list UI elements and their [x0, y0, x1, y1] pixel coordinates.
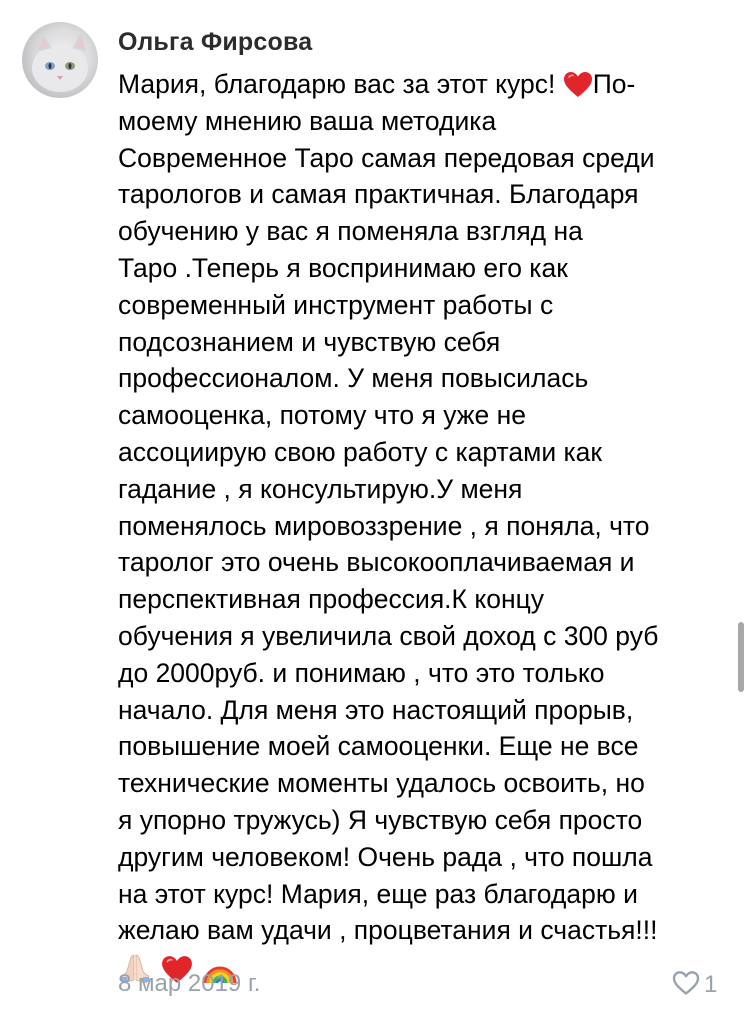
comment-line: гадание , я консультирую.У меня: [118, 473, 523, 504]
comment-line: начало. Для меня это настоящий прорыв,: [118, 694, 634, 725]
comment-line: обучения я увеличила свой доход с 300 руб: [118, 620, 659, 651]
comment-line: поменялось мировоззрение , я поняла, что: [118, 510, 650, 541]
comment-line: обучению у вас я поменяла взгляд на: [118, 216, 583, 247]
comment-line: повышение моей самооценки. Еще не все: [118, 731, 639, 762]
heart-outline-icon[interactable]: [672, 970, 700, 1001]
comment-line: другим человеком! Очень рада , что пошла: [118, 841, 653, 872]
comment-line: на этот курс! Мария, еще раз благодарю и: [118, 878, 638, 909]
comment-line: моему мнению ваша методика: [118, 105, 497, 136]
cat-photo-icon: [22, 22, 98, 98]
comment-line-1-start: Мария, благодарю вас за этот курс!: [118, 69, 563, 99]
comment-line: я упорно тружусь) Я чувствую себя просто: [118, 804, 643, 835]
avatar[interactable]: [22, 22, 98, 98]
comment-line: технические моменты удалось освоить, но: [118, 768, 645, 799]
comment-text: [118, 66, 718, 991]
comment-line: самооценка, потому что я уже не: [118, 400, 526, 431]
comment-line-1: [118, 66, 718, 103]
comment-line-1-end: По-: [592, 69, 636, 99]
comment-line: тарологов и самая практичная. Благодаря: [118, 179, 639, 210]
like-button[interactable]: [672, 968, 717, 1002]
comment-line: до 2000руб. и понимаю , что это только: [118, 657, 605, 688]
comment-line: современный инструмент работы с: [118, 289, 554, 320]
comment-line: ассоциирую свою работу с картами как: [118, 436, 603, 467]
author-name[interactable]: Ольга Фирсова: [118, 28, 313, 56]
comment-line: Таро .Теперь я воспринимаю его как: [118, 252, 568, 283]
comment-line: желаю вам удачи , процветания и счастья!!!: [118, 915, 658, 946]
comment-line: профессионалом. У меня повысилась: [118, 363, 589, 394]
comment-date: 8 мар 2019 г.: [118, 970, 261, 997]
likes-count: 1: [704, 971, 718, 998]
comment-line: таролог это очень высокооплачиваемая и: [118, 547, 635, 578]
comment-line: перспективная профессия.К концу: [118, 584, 545, 615]
comment-line: Современное Таро самая передовая среди: [118, 142, 655, 173]
scrollbar[interactable]: [738, 622, 744, 692]
red-heart-emoji: [563, 71, 593, 109]
comment-line: подсознанием и чувствую себя: [118, 326, 501, 357]
